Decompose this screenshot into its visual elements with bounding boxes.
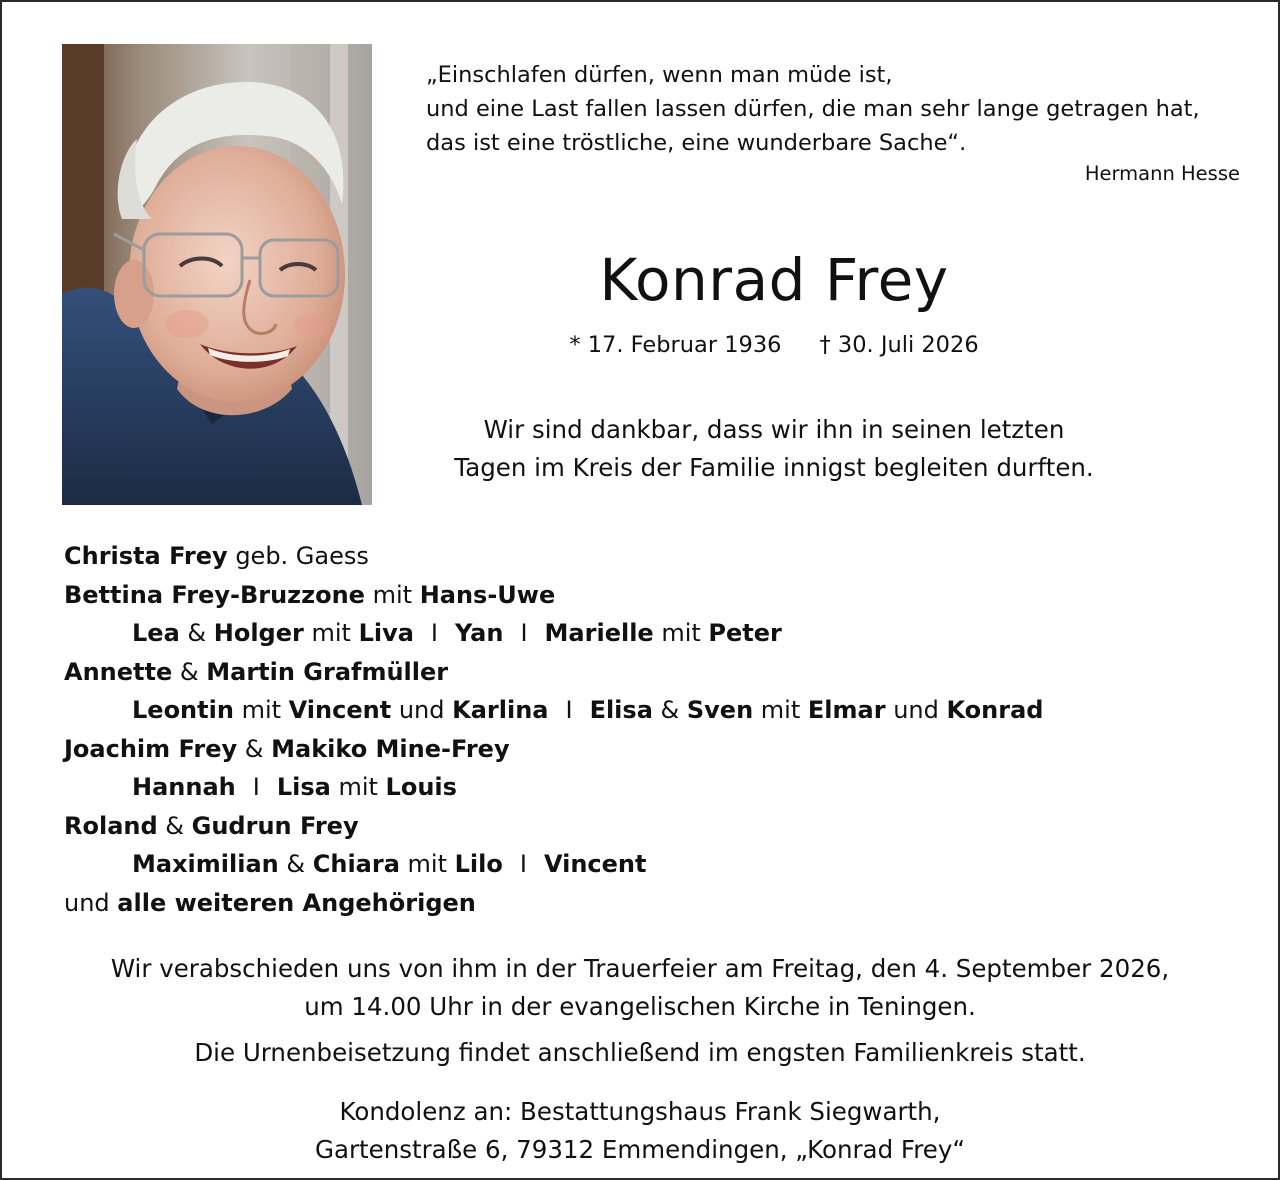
urn-burial-line: Die Urnenbeisetzung findet anschließend im engsten Familienkreis statt. — [194, 1038, 1086, 1067]
connector-text: und — [64, 888, 118, 917]
family-member-name: Annette — [64, 657, 173, 686]
portrait-photo — [62, 44, 372, 505]
family-member-name: Vincent — [543, 850, 647, 878]
family-line — [64, 653, 1043, 692]
death-date: † 30. Juli 2026 — [819, 332, 979, 358]
family-member-name: Makiko Mine-Frey — [271, 734, 510, 763]
quote-line: und eine Last fallen lassen dürfen, die man sehr lange getragen hat, — [426, 96, 1200, 122]
connector-text: & — [278, 850, 313, 878]
family-member-name: Sven — [686, 696, 754, 724]
family-member-name: Konrad — [946, 696, 1044, 724]
connector-text: geb. Gaess — [227, 542, 369, 570]
family-member-name: Gudrun Frey — [191, 811, 359, 840]
connector-text: und — [391, 696, 453, 724]
family-line-grandchildren — [64, 691, 1043, 730]
family-line — [64, 576, 1043, 615]
family-member-name: Hannah — [132, 773, 236, 801]
family-member-name: Elisa — [589, 696, 653, 724]
family-line-grandchildren — [64, 845, 1043, 884]
family-member-name: Louis — [385, 773, 457, 801]
separator: I — [520, 619, 528, 647]
family-member-name: Christa Frey — [64, 542, 228, 570]
condolence-line: Gartenstraße 6, 79312 Emmendingen, „Konrad Frey“ — [314, 1135, 966, 1164]
quote-line: das ist eine tröstliche, eine wunderbare Sache“. — [426, 130, 967, 156]
family-member-name: Lilo — [454, 850, 503, 878]
family-member-name: Leontin — [132, 696, 234, 724]
family-member-name: Yan — [455, 619, 504, 647]
family-member-name: Hans-Uwe — [419, 580, 556, 609]
family-list — [64, 537, 1043, 922]
family-member-name: alle weiteren Angehörigen — [117, 888, 476, 917]
connector-text: mit — [753, 696, 808, 724]
connector-text: & — [157, 811, 192, 840]
connector-text: mit — [233, 696, 289, 724]
family-member-name: Marielle — [544, 619, 654, 647]
deceased-name: Konrad Frey — [599, 246, 949, 314]
service-line: Wir verabschieden uns von ihm in der Trauerfeier am Freitag, den 4. September 2026, — [110, 954, 1170, 983]
family-member-name: Liva — [358, 619, 414, 647]
quote-line: „Einschlafen dürfen, wenn man müde ist, — [426, 62, 893, 88]
condolence-address — [0, 1093, 1280, 1169]
family-member-name: Chiara — [312, 850, 400, 878]
condolence-line: Kondolenz an: Bestattungshaus Frank Siegwarth, — [339, 1097, 941, 1126]
family-member-name: Lea — [132, 619, 180, 647]
thanks-line: Wir sind dankbar, dass wir ihn in seinen letzten — [483, 415, 1065, 444]
family-member-name: Maximilian — [132, 850, 279, 878]
family-member-name: Joachim Frey — [64, 734, 238, 763]
family-member-name: Roland — [64, 811, 158, 840]
family-line — [64, 807, 1043, 846]
service-info — [0, 950, 1280, 1072]
separator: I — [519, 850, 527, 878]
family-member-name: Karlina — [452, 696, 549, 724]
family-member-name: Holger — [213, 619, 304, 647]
family-member-name: Bettina Frey-Bruzzone — [64, 580, 365, 609]
birth-date: * 17. Februar 1936 — [569, 332, 782, 358]
connector-text: & — [237, 734, 272, 763]
connector-text: mit — [303, 619, 359, 647]
family-member-name: Martin Grafmüller — [206, 657, 449, 686]
connector-text: & — [172, 657, 207, 686]
connector-text: mit — [399, 850, 455, 878]
family-line-grandchildren — [64, 768, 1043, 807]
separator: I — [565, 696, 573, 724]
separator: I — [252, 773, 260, 801]
quote — [426, 58, 1200, 160]
connector-text: & — [652, 696, 687, 724]
separator: I — [430, 619, 438, 647]
service-line: um 14.00 Uhr in der evangelischen Kirche in Teningen. — [304, 992, 976, 1021]
family-line — [64, 537, 1043, 576]
connector-text: mit — [653, 619, 709, 647]
life-dates — [414, 332, 1134, 358]
family-member-name: Peter — [708, 619, 782, 647]
family-member-name: Vincent — [288, 696, 392, 724]
family-line-grandchildren — [64, 614, 1043, 653]
connector-text: & — [179, 619, 214, 647]
quote-author: Hermann Hesse — [1084, 162, 1240, 185]
thanks-line: Tagen im Kreis der Familie innigst begleiten durften. — [454, 453, 1094, 482]
family-line — [64, 730, 1043, 769]
family-line — [64, 884, 1043, 923]
family-member-name: Lisa — [276, 773, 331, 801]
thanks-text — [414, 411, 1134, 487]
family-member-name: Elmar — [807, 696, 886, 724]
connector-text: mit — [330, 773, 386, 801]
connector-text: und — [885, 696, 947, 724]
connector-text: mit — [364, 580, 420, 609]
